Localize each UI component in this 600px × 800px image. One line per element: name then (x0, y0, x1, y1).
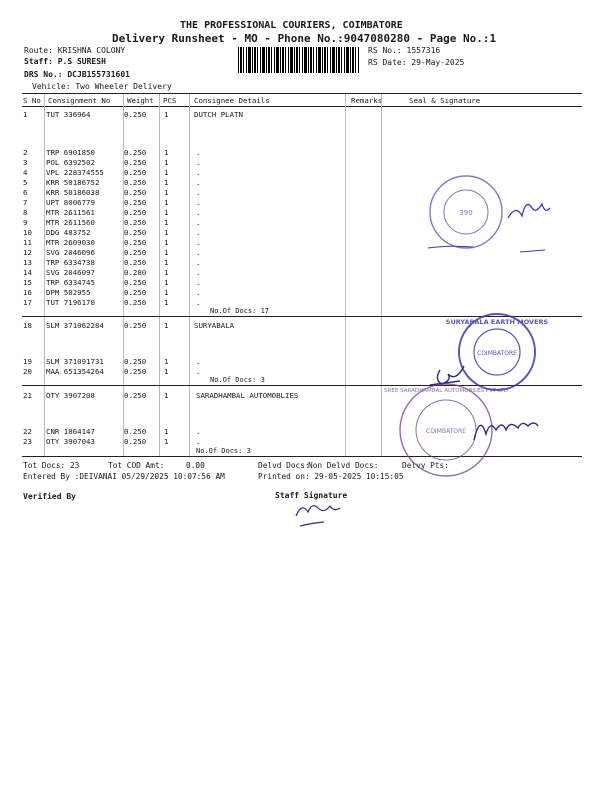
col-sno: S No (23, 96, 41, 105)
entered-by: Entered By :DEIVANAI 05/29/2025 10:07:56 AM (23, 472, 225, 481)
svg-text:SURYABALA EARTH MOVERS: SURYABALA EARTH MOVERS (445, 318, 549, 326)
staff-signature-label: Staff Signature (275, 491, 348, 500)
company-stamp-2 (446, 314, 549, 390)
group-doc-count: No.Of Docs: 3 (196, 447, 251, 455)
staff-signature (296, 506, 340, 526)
total-cod-value: 0.00 (186, 461, 205, 470)
company-stamp-1 (430, 176, 502, 248)
svg-text:SREE SARADHAMBAL AUTOMOBILES P: SREE SARADHAMBAL AUTOMOBILES PVT LTD (384, 388, 508, 394)
printed-on: Printed on: 29-05-2025 10:15:05 (258, 472, 404, 481)
group-doc-count: No.Of Docs: 3 (210, 376, 265, 384)
rs-date: RS Date: 29-May-2025 (368, 58, 465, 67)
drs-number: DRS No.: DCJB155731601 (24, 70, 130, 79)
signature-3 (474, 423, 538, 440)
svg-text:COIMBATORE: COIMBATORE (477, 350, 517, 357)
col-weight: Weight (127, 96, 154, 105)
svg-text:390: 390 (459, 209, 473, 217)
non-delivered-docs: Non Delvd Docs: (308, 461, 379, 470)
runsheet-subtitle: Delivery Runsheet - MO - Phone No.:9047080280 - Page No.:1 (112, 32, 497, 45)
svg-text:COIMBATORE: COIMBATORE (426, 428, 466, 435)
col-consignment: Consignment No (48, 96, 111, 105)
col-remarks: Remarks (351, 96, 383, 105)
route-label: Route: KRISHNA COLONY (24, 46, 126, 55)
signature-2 (430, 366, 464, 385)
signature-scribble (428, 246, 545, 252)
col-seal: Seal & Signature (409, 96, 481, 105)
group-doc-count: No.Of Docs: 17 (210, 307, 270, 315)
signature-1 (508, 204, 550, 218)
vehicle-label: Vehicle: Two Wheeler Delivery (32, 82, 172, 91)
company-title: THE PROFESSIONAL COURIERS, COIMBATORE (180, 20, 403, 31)
delivery-points: Delvy Pts: (402, 461, 449, 470)
verified-by-label: Verified By (23, 492, 76, 501)
total-cod-label: Tot COD Amt: (108, 461, 165, 470)
delivered-docs: Delvd Docs: (258, 461, 310, 470)
col-consignee: Consignee Details (194, 96, 270, 105)
staff-label: Staff: P.S SURESH (24, 57, 106, 66)
col-pcs: PCS (163, 96, 177, 105)
company-stamp-3 (384, 384, 508, 476)
rs-number: RS No.: 1557316 (368, 46, 441, 55)
total-docs: Tot Docs: 23 (23, 461, 80, 470)
